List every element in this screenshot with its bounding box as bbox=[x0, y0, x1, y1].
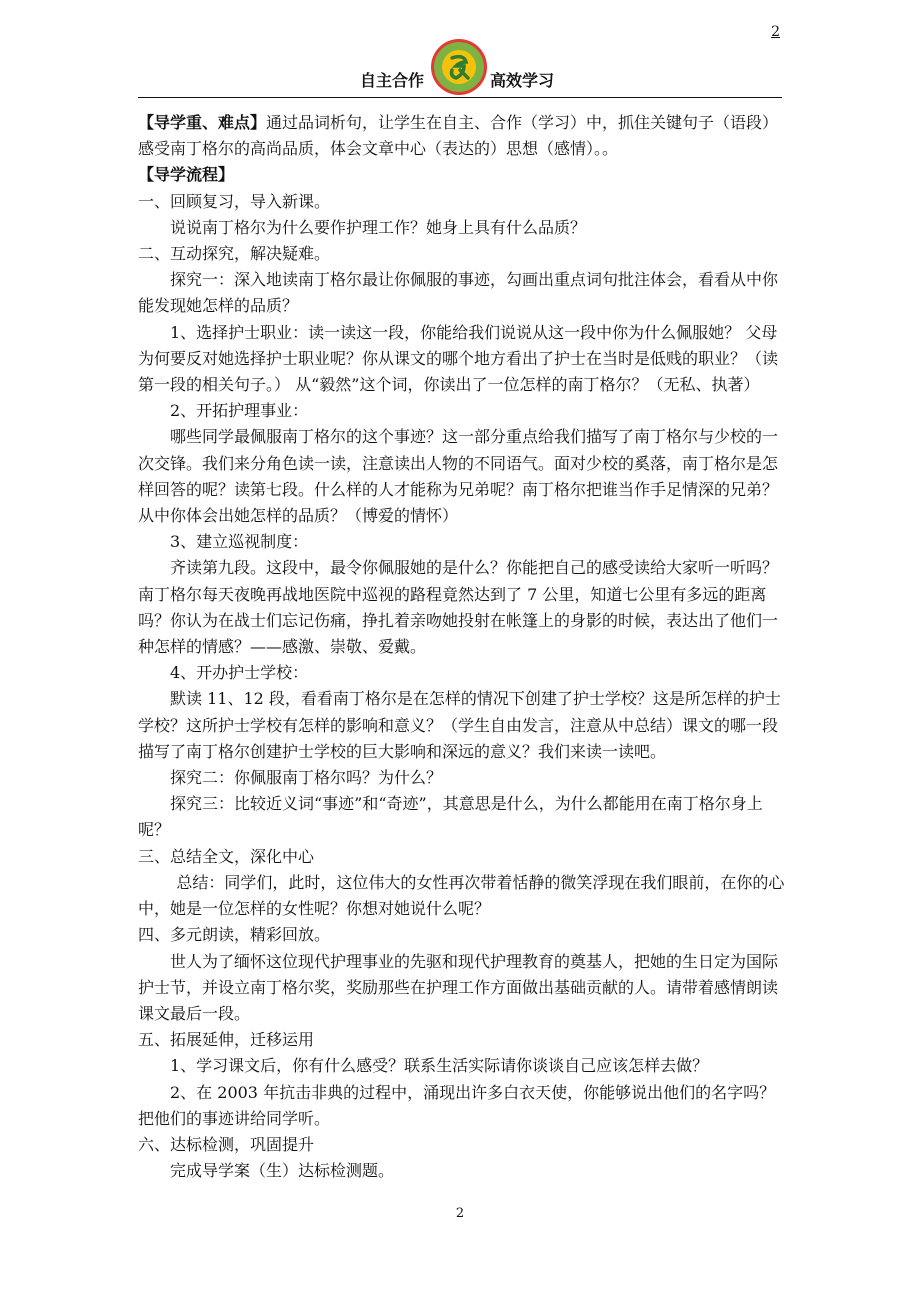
focus-text: 通过品词析句，让学生在自主、合作（学习）中，抓住关键句子（语段）感受南丁格尔的高尚品质，体会文章中心（表达的）思想（感情）。。 bbox=[138, 113, 779, 159]
section-6-paragraph: 完成导学案（生）达标检测题。 bbox=[170, 1161, 395, 1181]
header-left-text: 自主合作 bbox=[360, 71, 425, 90]
item-3-title: 3、建立巡视制度： bbox=[170, 532, 309, 552]
explore-1: 探究一：深入地读南丁格尔最让你佩服的事迹，勾画出重点词句批注体会，看看从中你能发现她怎样的品质？ bbox=[138, 270, 779, 316]
focus-label: 【导学重、难点】 bbox=[138, 113, 267, 132]
section-4-paragraph: 世人为了缅怀这位现代护理事业的先驱和现代护理教育的奠基人，把她的生日定为国际护士节，并设立南丁格尔奖，奖励那些在护理工作方面做出基础贡献的人。请带着感情朗读课文最后一段。 bbox=[138, 951, 779, 1023]
page-number-bottom: 2 bbox=[455, 1206, 465, 1221]
section-5-paragraph-1: 1、学习课文后，你有什么感受？联系生活实际请你谈谈自己应该怎样去做？ bbox=[170, 1056, 709, 1076]
item-2-paragraph: 哪些同学最佩服南丁格尔的这个事迹？这一部分重点给我们描写了南丁格尔与少校的一次交锋。我们来分角色读一读，注意读出人物的不同语气。面对少校的奚落，南丁格尔是怎样回答的呢？读第七段。什么样的人才能称为兄弟呢？南丁格尔把谁当作手足情深的兄弟？从中你体会出她怎样的品质？（博爱的情怀） bbox=[138, 427, 779, 526]
page-header bbox=[138, 44, 782, 96]
page-number-top: 2 bbox=[771, 24, 780, 40]
section-5-title: 五、拓展延伸，迁移运用 bbox=[138, 1030, 315, 1050]
school-logo-icon bbox=[430, 38, 488, 96]
explore-2: 探究二：你佩服南丁格尔吗？为什么？ bbox=[170, 768, 443, 788]
item-2-title: 2、开拓护理事业： bbox=[170, 401, 309, 421]
section-2-title: 二、互动探究，解决疑难。 bbox=[138, 244, 331, 264]
section-1-paragraph: 说说南丁格尔为什么要作护理工作？她身上具有什么品质？ bbox=[170, 217, 587, 237]
process-label: 【导学流程】 bbox=[138, 165, 235, 185]
section-3-paragraph: 总结：同学们，此时，这位伟大的女性再次带着恬静的微笑浮现在我们眼前，在你的心中，她是一位怎样的女性呢？你想对她说什么呢？ bbox=[138, 872, 785, 919]
section-1-title: 一、回顾复习，导入新课。 bbox=[138, 191, 331, 211]
item-4-paragraph: 默读 11、12 段，看看南丁格尔是在怎样的情况下创建了护士学校？这是所怎样的护士学校？这所护士学校有怎样的影响和意义？（学生自由发言，注意从中总结）课文的哪一段描写了南丁格尔创建护士学校的巨大影响和深远的意义？我们来读一读吧。 bbox=[138, 689, 781, 761]
explore-3: 探究三：比较近义词“事迹”和“奇迹”，其意思是什么，为什么都能用在南丁格尔身上呢？ bbox=[138, 794, 763, 840]
section-4-title: 四、多元朗读，精彩回放。 bbox=[138, 925, 331, 945]
section-3-title: 三、总结全文，深化中心 bbox=[138, 846, 315, 866]
item-3-paragraph: 齐读第九段。这段中，最令你佩服她的是什么？你能把自己的感受读给大家听一听吗？南丁格尔每天夜晚再战地医院中巡视的路程竟然达到了 7 公里，知道七公里有多远的距离吗？你认为在战士们忘记伤痛，挣扎着亲吻她投射在帐篷上的身影的时候，表达出了他们一种怎样的情感？——感激、崇敬、爱戴。 bbox=[138, 558, 779, 657]
section-6-title: 六、达标检测，巩固提升 bbox=[138, 1134, 315, 1154]
header-right-text: 高效学习 bbox=[490, 71, 555, 90]
focus-paragraph bbox=[138, 110, 786, 162]
section-5-paragraph-2: 2、在 2003 年抗击非典的过程中，涌现出许多白衣天使，你能够说出他们的名字吗？把他们的事迹讲给同学听。 bbox=[138, 1082, 776, 1128]
header-divider bbox=[138, 97, 782, 98]
item-1-paragraph: 1、选择护士职业：读一读这一段，你能给我们说说从这一段中你为什么佩服她？ 父母为何要反对她选择护士职业呢？你从课文的哪个地方看出了护士在当时是低贱的职业？（读第一段的相关句子。） 从“毅然”这个词，你读出了一位怎样的南丁格尔？（无私、执著） bbox=[138, 322, 779, 395]
item-4-title: 4、开办护士学校： bbox=[170, 663, 309, 683]
document-body bbox=[138, 110, 786, 1184]
